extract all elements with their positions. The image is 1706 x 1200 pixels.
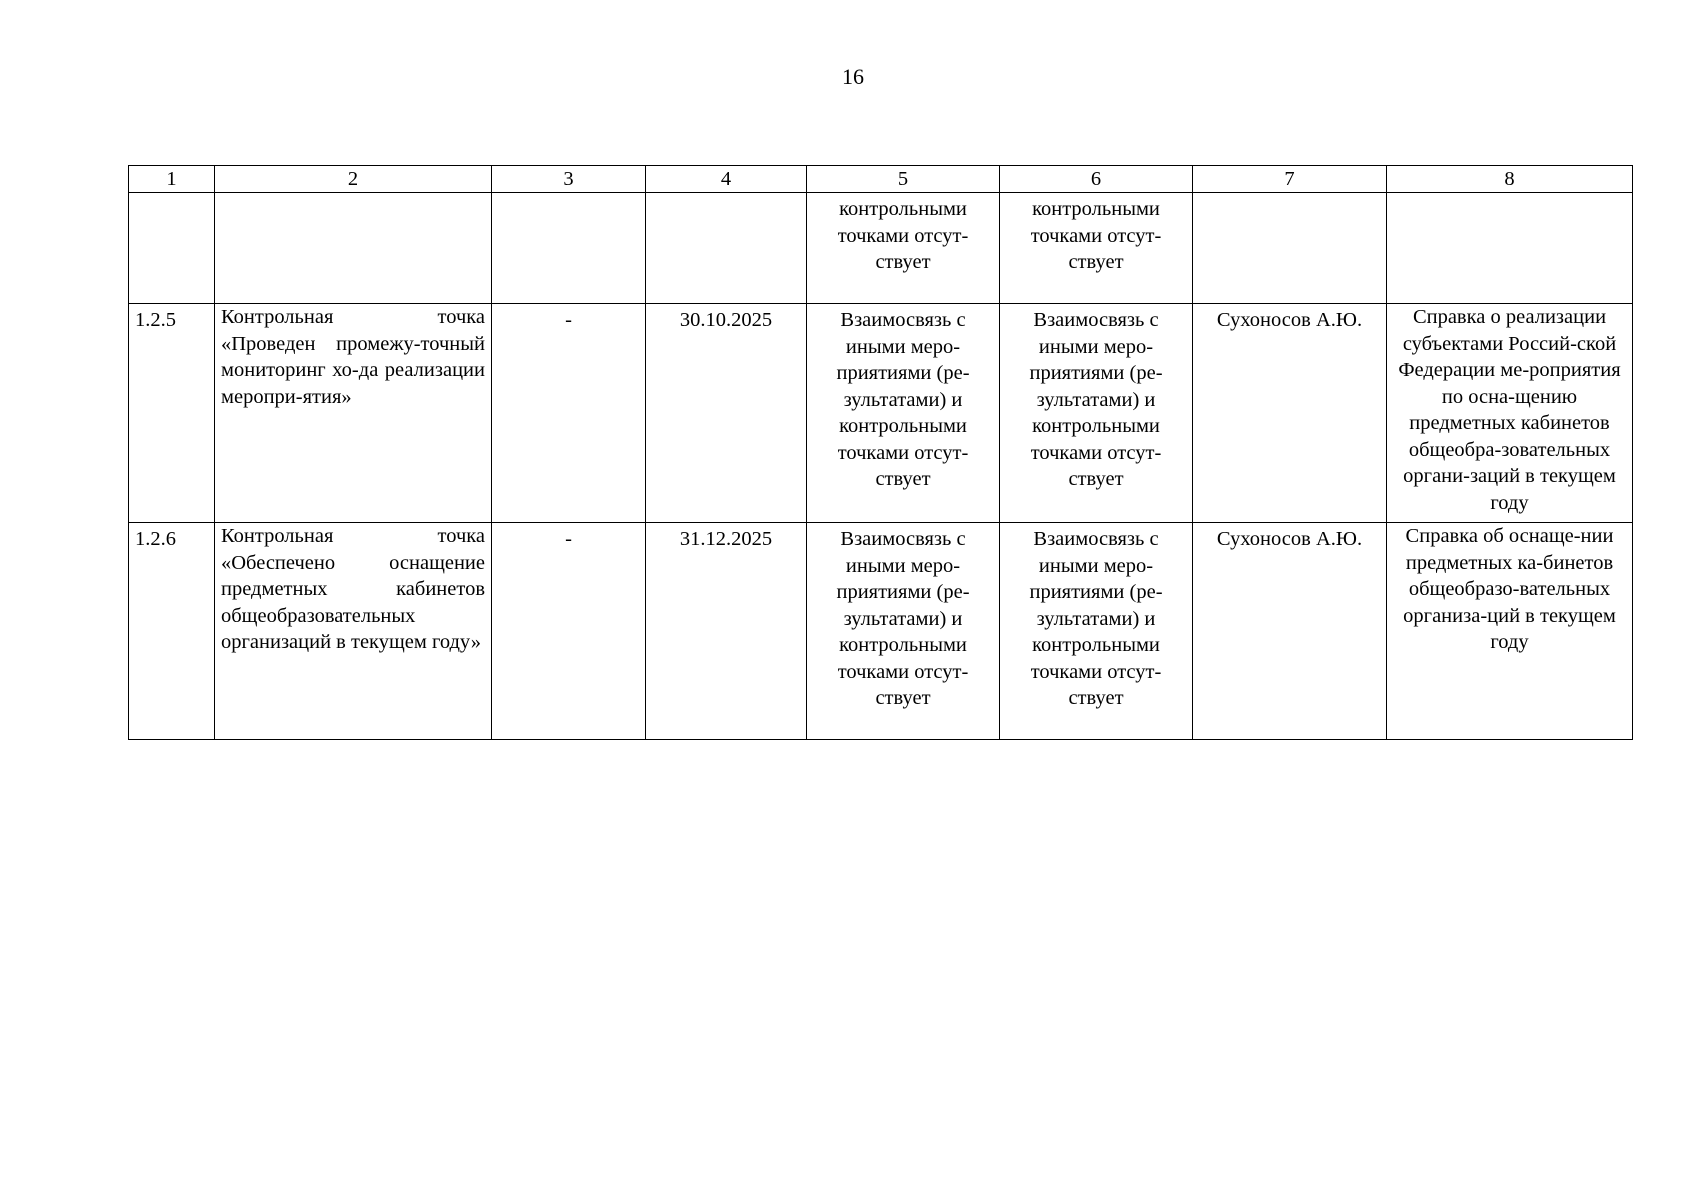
column-header-7: 7 xyxy=(1193,166,1387,193)
document-type: Справка о реализации субъектами Россий-ской Федерации ме-роприятия по осна-щению предметных кабинетов общеобра-зовательных органи-заций в текущем году xyxy=(1398,306,1621,514)
due-date: 31.12.2025 xyxy=(679,528,773,550)
responsible-person: Сухоносов А.Ю. xyxy=(1216,528,1363,550)
relation-text: Взаимосвязь с иными меро-приятиями (ре-зультатами) и контрольными точками отсут-ствует xyxy=(1029,309,1163,490)
due-date: 30.10.2025 xyxy=(679,309,773,331)
document-cell xyxy=(1387,523,1633,740)
table-cell xyxy=(492,193,646,304)
relation-text: контрольными точками отсут-ствует xyxy=(1030,198,1162,273)
control-point-name-cell xyxy=(215,304,492,523)
control-point-name: Контрольная точка «Проведен промежу-точный мониторинг хо-да реализации меропри-ятия» xyxy=(221,306,485,408)
row-number: 1.2.6 xyxy=(135,528,176,550)
column-header-2: 2 xyxy=(215,166,492,193)
relation-text: Взаимосвязь с иными меро-приятиями (ре-зультатами) и контрольными точками отсут-ствует xyxy=(836,528,970,709)
relation-cell xyxy=(1000,304,1193,523)
col3-value: - xyxy=(565,309,572,331)
table-cell xyxy=(129,193,215,304)
header-row xyxy=(129,166,1633,193)
relation-text: Взаимосвязь с иными меро-приятиями (ре-зультатами) и контрольными точками отсут-ствует xyxy=(1029,528,1163,709)
table-cell xyxy=(215,193,492,304)
column-header-4: 4 xyxy=(646,166,807,193)
document-type: Справка об оснаще-нии предметных ка-бинетов общеобразо-вательных организа-ций в текущем году xyxy=(1403,525,1616,653)
table-cell xyxy=(646,193,807,304)
table-cell xyxy=(1387,193,1633,304)
document-cell xyxy=(1387,304,1633,523)
responsible-cell xyxy=(1193,523,1387,740)
relation-cell xyxy=(1000,523,1193,740)
table-row xyxy=(129,193,1633,304)
date-cell xyxy=(646,523,807,740)
control-points-table xyxy=(128,165,1633,740)
relation-text: контрольными точками отсут-ствует xyxy=(837,198,969,273)
control-point-name-cell xyxy=(215,523,492,740)
column-header-6: 6 xyxy=(1000,166,1193,193)
col3-value: - xyxy=(565,528,572,550)
column-header-3: 3 xyxy=(492,166,646,193)
row-number-cell xyxy=(129,304,215,523)
column-header-8: 8 xyxy=(1387,166,1633,193)
table-cell xyxy=(1193,193,1387,304)
date-cell xyxy=(646,304,807,523)
col3-cell xyxy=(492,304,646,523)
column-header-5: 5 xyxy=(807,166,1000,193)
row-number: 1.2.5 xyxy=(135,309,176,331)
relation-cell xyxy=(807,304,1000,523)
table-row xyxy=(129,523,1633,740)
relation-cell xyxy=(1000,193,1193,304)
table-row xyxy=(129,304,1633,523)
column-header-1: 1 xyxy=(129,166,215,193)
page-number: 16 xyxy=(842,64,864,89)
relation-cell xyxy=(807,193,1000,304)
responsible-person: Сухоносов А.Ю. xyxy=(1216,309,1363,331)
responsible-cell xyxy=(1193,304,1387,523)
relation-text: Взаимосвязь с иными меро-приятиями (ре-зультатами) и контрольными точками отсут-ствует xyxy=(836,309,970,490)
relation-cell xyxy=(807,523,1000,740)
row-number-cell xyxy=(129,523,215,740)
col3-cell xyxy=(492,523,646,740)
control-point-name: Контрольная точка «Обеспечено оснащение предметных кабинетов общеобразовательных организаций в текущем году» xyxy=(221,525,485,653)
